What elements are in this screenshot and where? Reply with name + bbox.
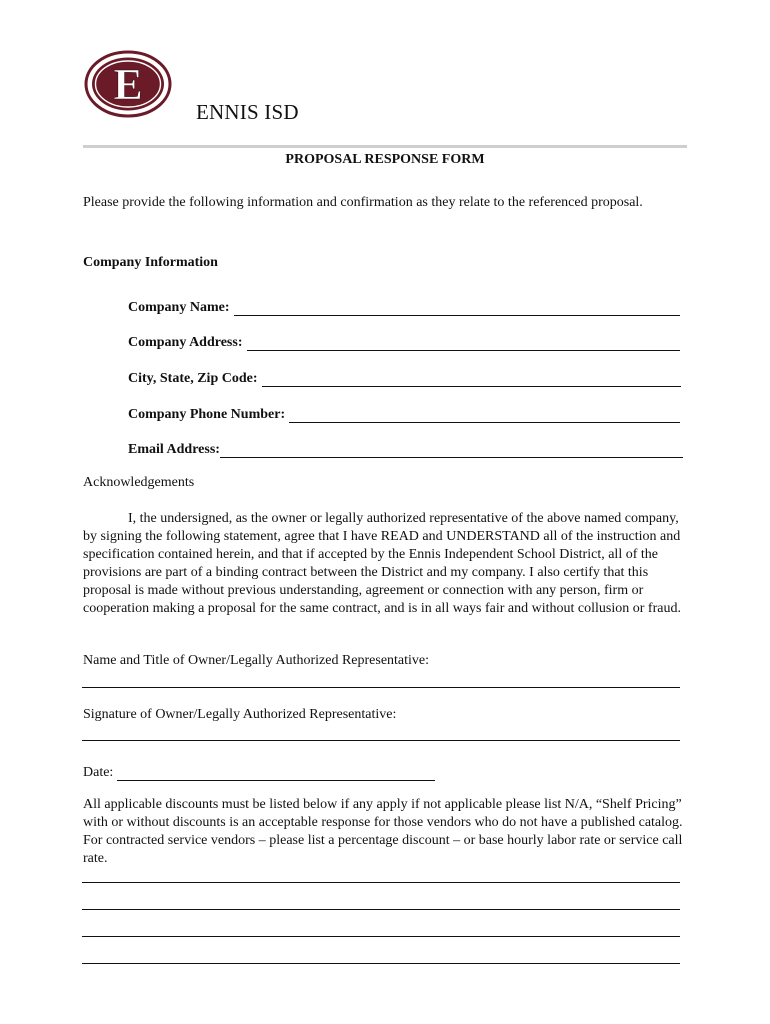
company-name-input-line[interactable]: [234, 300, 681, 316]
email-address-label: Email Address:: [128, 442, 220, 457]
city-state-zip-input-line[interactable]: [262, 371, 682, 387]
email-address-field[interactable]: [128, 438, 683, 458]
discounts-instructions: All applicable discounts must be listed below if any apply if not applicable please list N/A, “Shelf Pricing” with or without discounts is an acceptable response for those vendors who do not have a published catalog. For contracted service vendors – please list a percentage discount – or base hourly labor rate or service call rate.: [83, 797, 683, 866]
company-address-field[interactable]: [128, 331, 680, 351]
company-name-label: Company Name:: [128, 300, 230, 315]
date-field[interactable]: [83, 761, 435, 781]
acknowledgements-body: I, the undersigned, as the owner or legally authorized representative of the above named company, by signing the following statement, agree that I have READ and UNDERSTAND all of the instruction and specification contained herein, and that if accepted by the Ennis Independent School District, all of the provisions are part of a binding contract between the District and my company. I also certify that this proposal is made without previous understanding, agreement or connection with any person, firm or cooperation making a proposal for the same contract, and is in all ways fair and without collusion or fraud.: [83, 511, 681, 616]
discount-input-line[interactable]: [82, 936, 680, 937]
logo-letter: E: [113, 60, 143, 109]
discount-input-line[interactable]: [82, 963, 680, 964]
company-phone-input-line[interactable]: [289, 407, 680, 423]
city-state-zip-field[interactable]: [128, 367, 681, 387]
acknowledgements-heading: Acknowledgements: [83, 475, 195, 490]
date-input-line[interactable]: [117, 765, 435, 781]
date-label: Date:: [83, 765, 114, 780]
company-name-field[interactable]: [128, 296, 680, 316]
signature-input-line[interactable]: [82, 740, 680, 741]
header-divider: [83, 145, 687, 148]
ennis-isd-logo: [84, 50, 172, 118]
email-address-input-line[interactable]: [220, 442, 683, 458]
city-state-zip-label: City, State, Zip Code:: [128, 371, 258, 386]
company-address-label: Company Address:: [128, 335, 243, 350]
company-phone-label: Company Phone Number:: [128, 407, 286, 422]
discount-input-line[interactable]: [82, 909, 680, 910]
company-info-heading: Company Information: [83, 255, 218, 270]
discount-input-line[interactable]: [82, 882, 680, 883]
intro-text: Please provide the following information and confirmation as they relate to the referenced proposal.: [83, 195, 643, 210]
org-name: ENNIS ISD: [196, 100, 299, 124]
signature-label: Signature of Owner/Legally Authorized Representative:: [83, 707, 397, 722]
company-address-input-line[interactable]: [247, 335, 681, 351]
form-title: PROPOSAL RESPONSE FORM: [285, 152, 485, 167]
company-phone-field[interactable]: [128, 403, 680, 423]
name-title-label: Name and Title of Owner/Legally Authorized Representative:: [83, 653, 430, 668]
name-title-input-line[interactable]: [82, 687, 680, 688]
